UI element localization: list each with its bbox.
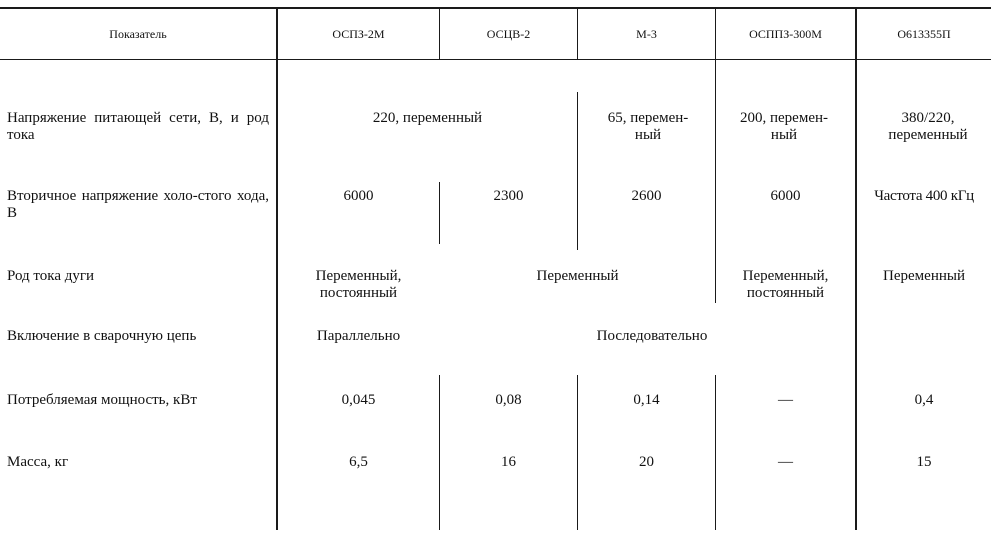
column-header: О613355П: [897, 27, 951, 41]
table-cell: Параллельно: [316, 328, 401, 344]
row-label: Потребляемая мощность, кВт: [7, 392, 197, 408]
table-cell: 6,5: [349, 454, 368, 470]
table-cell: —: [778, 392, 793, 408]
table-cell: 6000: [770, 188, 801, 204]
column-divider: [276, 8, 278, 530]
table-cell: 6000: [343, 188, 374, 204]
table-cell: 200, перемен-ный: [739, 110, 828, 143]
top-rule: [0, 7, 991, 9]
column-header: М-3: [636, 27, 657, 41]
table-cell: 2600: [631, 188, 662, 204]
table-cell: 65, перемен-ный: [607, 110, 689, 143]
table-cell: 0,4: [914, 392, 934, 408]
table-cell: 0,045: [341, 392, 376, 408]
table-cell: 20: [639, 454, 654, 470]
table-cell: 16: [501, 454, 516, 470]
column-header: ОСЦВ-2: [486, 27, 531, 41]
table-cell: 220, переменный: [372, 110, 483, 126]
row-label: Включение в сварочную цепь: [7, 328, 197, 344]
table-cell: Переменный: [536, 268, 619, 284]
row-label: Напряжение питающей сети, В, и род тока: [7, 110, 269, 143]
table-cell: 0,08: [495, 392, 522, 408]
column-header: Показатель: [109, 27, 167, 41]
table-cell: 15: [916, 454, 932, 470]
table-cell: —: [778, 454, 793, 470]
row-label: Род тока дуги: [7, 268, 95, 284]
column-header: ОСПЗ-2М: [332, 27, 385, 41]
table-cell: Переменный: [883, 268, 965, 284]
table-cell: 2300: [493, 188, 524, 204]
column-header: ОСППЗ-300М: [749, 27, 822, 41]
table-cell: 380/220, переменный: [888, 110, 968, 143]
table-cell: Переменный, постоянный: [315, 268, 402, 301]
row-label: Вторичное напряжение холо-стого хода, В: [7, 188, 269, 221]
header-rule: [0, 59, 991, 60]
column-divider: [715, 8, 716, 303]
table-cell: Переменный, постоянный: [742, 268, 829, 301]
table-cell: Частота 400 кГц: [874, 188, 974, 204]
row-label: Масса, кг: [7, 454, 69, 470]
table-cell: Последовательно: [596, 328, 708, 344]
column-divider: [577, 92, 578, 250]
table-cell: 0,14: [633, 392, 660, 408]
